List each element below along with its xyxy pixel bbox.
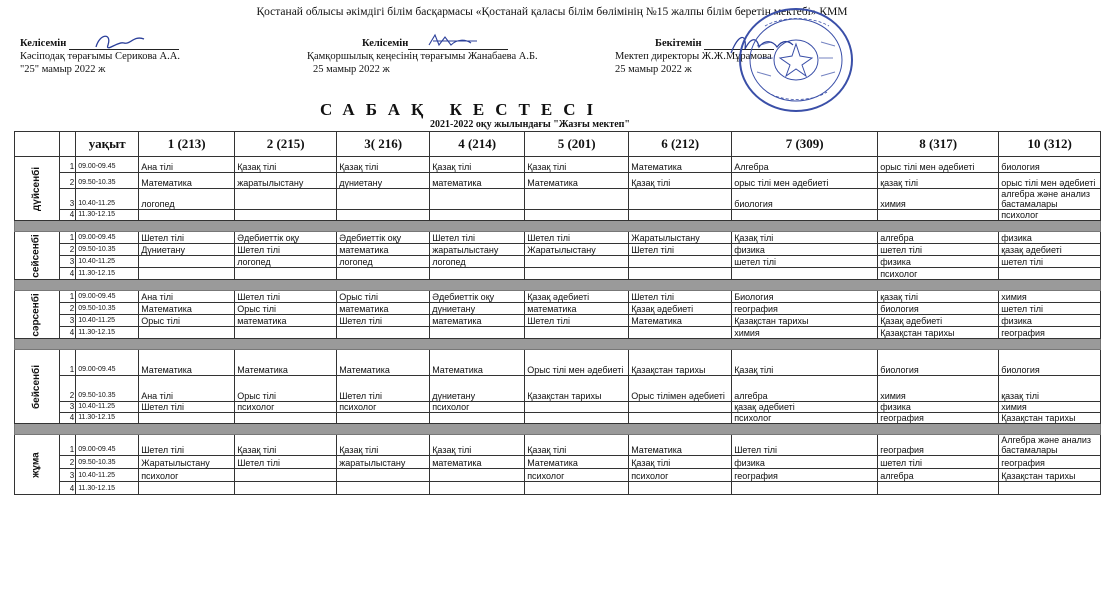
subject-cell: физика — [999, 232, 1101, 244]
subject-cell — [139, 210, 235, 221]
lesson-number: 4 — [60, 413, 76, 424]
subject-cell: дүниетану — [337, 173, 430, 189]
subject-cell: Математика — [525, 173, 629, 189]
subject-cell — [139, 256, 235, 268]
subject-cell: психолог — [337, 402, 430, 413]
day-cell — [15, 291, 60, 339]
schedule-table — [14, 131, 1101, 495]
approval-name: Мектеп директоры Ж.Ж.Мұрамова — [615, 51, 772, 62]
subject-cell: Қазақстан тарихы — [732, 315, 878, 327]
subject-cell: алгебра — [732, 376, 878, 402]
table-row — [15, 469, 1101, 482]
subject-cell — [629, 268, 732, 280]
subject-cell — [139, 327, 235, 339]
lesson-number: 2 — [60, 173, 76, 189]
table-row — [15, 435, 1101, 456]
subject-cell: қазақ әдебиеті — [999, 244, 1101, 256]
subject-cell: география — [732, 303, 878, 315]
subject-cell: психолог — [235, 402, 337, 413]
subject-cell: шетел тілі — [878, 456, 999, 469]
subject-cell — [235, 210, 337, 221]
subject-cell: Математика — [629, 157, 732, 173]
subject-cell: математика — [337, 303, 430, 315]
subject-cell: қазақ тілі — [878, 173, 999, 189]
day-separator — [15, 339, 1101, 350]
subject-cell: Математика — [139, 350, 235, 376]
subject-cell: физика — [732, 244, 878, 256]
lesson-number: 3 — [60, 189, 76, 210]
subject-cell — [139, 482, 235, 495]
subject-cell: Шетел тілі — [235, 244, 337, 256]
day-cell — [15, 157, 60, 221]
lesson-time: 11.30-12.15 — [76, 413, 139, 424]
lesson-number: 1 — [60, 232, 76, 244]
subject-cell: Шетел тілі — [732, 435, 878, 456]
subject-cell — [525, 402, 629, 413]
table-row — [15, 268, 1101, 280]
subject-cell: Шетел тілі — [139, 232, 235, 244]
subject-cell: Қазақ тілі — [430, 157, 525, 173]
subject-cell — [629, 189, 732, 210]
subject-cell: биология — [878, 303, 999, 315]
page-subtitle: 2021-2022 оқу жылындағы "Жазғы мектеп" — [430, 119, 630, 130]
subject-cell: Қазақ тілі — [235, 157, 337, 173]
lesson-time: 09.50-10.35 — [76, 173, 139, 189]
approval-union — [20, 37, 180, 76]
subject-cell: Математика — [139, 303, 235, 315]
lesson-time: 11.30-12.15 — [76, 210, 139, 221]
lesson-number: 1 — [60, 435, 76, 456]
lesson-time: 09.00-09.45 — [76, 291, 139, 303]
subject-cell — [430, 482, 525, 495]
day-label: бейсенбі — [31, 364, 43, 410]
subject-cell — [337, 469, 430, 482]
lesson-time: 09.00-09.45 — [76, 350, 139, 376]
subject-cell: Жаратылыстану — [525, 244, 629, 256]
subject-cell: физика — [732, 456, 878, 469]
lesson-time: 10.40-11.25 — [76, 315, 139, 327]
subject-cell: химия — [999, 402, 1101, 413]
subject-cell: шетел тілі — [999, 256, 1101, 268]
lesson-time: 10.40-11.25 — [76, 256, 139, 268]
lesson-number: 1 — [60, 350, 76, 376]
subject-cell: математика — [430, 456, 525, 469]
lesson-number: 4 — [60, 268, 76, 280]
subject-cell — [629, 256, 732, 268]
subject-cell — [999, 268, 1101, 280]
table-row — [15, 456, 1101, 469]
subject-cell — [337, 482, 430, 495]
lesson-time: 11.30-12.15 — [76, 268, 139, 280]
signature-1 — [90, 31, 150, 55]
subject-cell — [525, 413, 629, 424]
subject-cell: Шетел тілі — [139, 402, 235, 413]
lesson-number: 2 — [60, 376, 76, 402]
subject-cell: орыс тілі мен әдебиеті — [999, 173, 1101, 189]
subject-cell: психолог — [878, 268, 999, 280]
subject-cell: Математика — [525, 456, 629, 469]
table-row — [15, 210, 1101, 221]
subject-cell: Қазақ тілі — [337, 157, 430, 173]
approvals-block — [0, 37, 1104, 87]
table-row — [15, 315, 1101, 327]
lesson-time: 10.40-11.25 — [76, 469, 139, 482]
subject-cell: география — [999, 456, 1101, 469]
subject-cell: Қазақ тілі — [629, 456, 732, 469]
subject-cell: география — [999, 327, 1101, 339]
day-label: сәрсенбі — [31, 293, 43, 337]
subject-cell — [139, 413, 235, 424]
column-header: 2 (215) — [235, 132, 337, 157]
subject-cell: Математика — [235, 350, 337, 376]
subject-cell: Математика — [139, 173, 235, 189]
subject-cell: Ана тілі — [139, 376, 235, 402]
approval-date: 25 мамыр 2022 ж — [615, 64, 692, 75]
day-separator — [15, 280, 1101, 291]
subject-cell — [732, 268, 878, 280]
lesson-number: 2 — [60, 244, 76, 256]
approval-label: Келісемін — [362, 38, 409, 49]
subject-cell: химия — [999, 291, 1101, 303]
subject-cell: химия — [878, 376, 999, 402]
subject-cell: логопед — [139, 189, 235, 210]
subject-cell: математика — [430, 315, 525, 327]
subject-cell: Ана тілі — [139, 291, 235, 303]
subject-cell: география — [878, 413, 999, 424]
subject-cell: химия — [878, 189, 999, 210]
subject-cell: Әдебиеттік оқу — [337, 232, 430, 244]
subject-cell — [235, 189, 337, 210]
subject-cell: Орыс тілі — [235, 376, 337, 402]
subject-cell: Қазақ тілі — [732, 232, 878, 244]
subject-cell — [430, 189, 525, 210]
lesson-number: 4 — [60, 327, 76, 339]
table-header-row — [15, 132, 1101, 157]
subject-cell: Шетел тілі — [337, 376, 430, 402]
lesson-time: 09.00-09.45 — [76, 232, 139, 244]
subject-cell: Әдебиеттік оқу — [235, 232, 337, 244]
subject-cell — [235, 268, 337, 280]
subject-cell — [629, 482, 732, 495]
subject-cell: Қазақ тілі — [629, 173, 732, 189]
subject-cell: математика — [337, 244, 430, 256]
subject-cell: Шетел тілі — [235, 456, 337, 469]
subject-cell — [525, 256, 629, 268]
subject-cell — [878, 210, 999, 221]
table-row — [15, 327, 1101, 339]
subject-cell: логопед — [235, 256, 337, 268]
lesson-time: 10.40-11.25 — [76, 402, 139, 413]
approval-label: Келісемін — [20, 38, 67, 49]
subject-cell: Қазақстан тарихы — [999, 413, 1101, 424]
subject-cell: Шетел тілі — [525, 315, 629, 327]
subject-cell: Қазақстан тарихы — [999, 469, 1101, 482]
subject-cell: қазақ тілі — [999, 376, 1101, 402]
subject-cell: дүниетану — [430, 376, 525, 402]
day-cell — [15, 435, 60, 495]
column-header: 1 (213) — [139, 132, 235, 157]
day-separator — [15, 221, 1101, 232]
subject-cell — [629, 210, 732, 221]
subject-cell — [629, 327, 732, 339]
subject-cell: Шетел тілі — [525, 232, 629, 244]
subject-cell: Математика — [629, 315, 732, 327]
subject-cell: Дүниетану — [139, 244, 235, 256]
table-row — [15, 173, 1101, 189]
subject-cell: Қазақстан тарихы — [629, 350, 732, 376]
subject-cell — [629, 413, 732, 424]
column-header: 6 (212) — [629, 132, 732, 157]
subject-cell: қазақ әдебиеті — [732, 402, 878, 413]
subject-cell — [430, 469, 525, 482]
subject-cell — [525, 482, 629, 495]
subject-cell: Әдебиеттік оқу — [430, 291, 525, 303]
subject-cell: Математика — [629, 435, 732, 456]
lesson-number: 3 — [60, 256, 76, 268]
table-row — [15, 232, 1101, 244]
subject-cell: Қазақ әдебиеті — [525, 291, 629, 303]
subject-cell — [878, 482, 999, 495]
lesson-number: 3 — [60, 469, 76, 482]
approval-date: "25" мамыр 2022 ж — [20, 64, 106, 75]
subject-cell: алгебра — [878, 232, 999, 244]
column-header: 7 (309) — [732, 132, 878, 157]
lesson-time: 09.50-10.35 — [76, 376, 139, 402]
subject-cell: биология — [999, 157, 1101, 173]
lesson-time: 10.40-11.25 — [76, 189, 139, 210]
subject-cell: Қазақ әдебиеті — [878, 315, 999, 327]
subject-cell: Орыс тілі — [235, 303, 337, 315]
subject-cell: Шетел тілі — [629, 291, 732, 303]
column-header: 10 (312) — [999, 132, 1101, 157]
lesson-number: 1 — [60, 157, 76, 173]
page-title: САБАҚ КЕСТЕСІ — [320, 100, 605, 119]
subject-cell: Жаратылыстану — [139, 456, 235, 469]
subject-cell: Шетел тілі — [139, 435, 235, 456]
subject-cell: Орыс тілі — [139, 315, 235, 327]
subject-cell: логопед — [430, 256, 525, 268]
subject-cell: Қазақ тілі — [525, 435, 629, 456]
subject-cell: Шетел тілі — [337, 315, 430, 327]
lesson-time: 09.50-10.35 — [76, 456, 139, 469]
subject-cell — [235, 482, 337, 495]
subject-cell: психолог — [732, 413, 878, 424]
subject-cell — [337, 413, 430, 424]
subject-cell: психолог — [629, 469, 732, 482]
lesson-time: 09.00-09.45 — [76, 157, 139, 173]
official-stamp — [737, 6, 855, 114]
subject-cell: қазақ тілі — [878, 291, 999, 303]
subject-cell — [525, 327, 629, 339]
subject-cell: Шетел тілі — [430, 232, 525, 244]
subject-cell: Алгебра және анализ бастамалары — [999, 435, 1101, 456]
subject-cell: Қазақ тілі — [235, 435, 337, 456]
day-label: жұма — [31, 452, 43, 478]
subject-cell: Қазақстан тарихы — [878, 327, 999, 339]
subject-cell: Қазақ тілі — [430, 435, 525, 456]
subject-cell: Қазақ тілі — [732, 350, 878, 376]
subject-cell: биология — [732, 189, 878, 210]
day-cell — [15, 232, 60, 280]
subject-cell: Шетел тілі — [629, 244, 732, 256]
subject-cell: Орыс тілі — [337, 291, 430, 303]
subject-cell: психолог — [525, 469, 629, 482]
lesson-number: 2 — [60, 303, 76, 315]
subject-cell — [525, 210, 629, 221]
table-row — [15, 256, 1101, 268]
lesson-time: 11.30-12.15 — [76, 482, 139, 495]
subject-cell — [629, 402, 732, 413]
subject-cell: шетел тілі — [732, 256, 878, 268]
subject-cell — [430, 327, 525, 339]
subject-cell — [235, 469, 337, 482]
lesson-time: 09.50-10.35 — [76, 303, 139, 315]
lesson-number: 2 — [60, 456, 76, 469]
subject-cell: география — [878, 435, 999, 456]
subject-cell — [337, 268, 430, 280]
table-row — [15, 350, 1101, 376]
subject-cell: Жаратылыстану — [629, 232, 732, 244]
subject-cell: шетел тілі — [999, 303, 1101, 315]
subject-cell: биология — [999, 350, 1101, 376]
subject-cell — [525, 268, 629, 280]
lesson-time: 09.00-09.45 — [76, 435, 139, 456]
table-row — [15, 244, 1101, 256]
subject-cell: биология — [878, 350, 999, 376]
subject-cell: шетел тілі — [878, 244, 999, 256]
table-row — [15, 157, 1101, 173]
subject-cell: физика — [999, 315, 1101, 327]
subject-cell — [430, 268, 525, 280]
subject-cell: психолог — [999, 210, 1101, 221]
subject-cell — [337, 189, 430, 210]
table-row — [15, 482, 1101, 495]
subject-cell — [235, 413, 337, 424]
subject-cell — [525, 189, 629, 210]
lesson-number: 1 — [60, 291, 76, 303]
subject-cell: химия — [732, 327, 878, 339]
subject-cell: математика — [430, 173, 525, 189]
approval-name: Кәсіподақ төрағымы Серикова А.А. — [20, 51, 180, 62]
subject-cell: Ана тілі — [139, 157, 235, 173]
subject-cell — [430, 413, 525, 424]
subject-cell: алгебра және анализ бастамалары — [999, 189, 1101, 210]
column-header: 5 (201) — [525, 132, 629, 157]
subject-cell: физика — [878, 402, 999, 413]
subject-cell: орыс тілі мен әдебиеті — [878, 157, 999, 173]
column-header: 8 (317) — [878, 132, 999, 157]
day-label: сейсенбі — [31, 234, 43, 278]
subject-cell: логопед — [337, 256, 430, 268]
approval-label: Бекітемін — [655, 38, 702, 49]
day-label: дүйсенбі — [31, 166, 43, 212]
subject-cell: Биология — [732, 291, 878, 303]
table-row — [15, 189, 1101, 210]
subject-cell — [999, 482, 1101, 495]
lesson-time: 09.50-10.35 — [76, 244, 139, 256]
subject-cell: Орыс тілімен әдебиеті — [629, 376, 732, 402]
lesson-number: 3 — [60, 402, 76, 413]
subject-cell: Алгебра — [732, 157, 878, 173]
subject-cell: география — [732, 469, 878, 482]
day-cell — [15, 350, 60, 424]
table-row — [15, 402, 1101, 413]
table-row — [15, 413, 1101, 424]
approval-date: 25 мамыр 2022 ж — [313, 64, 390, 75]
approval-council — [307, 37, 538, 76]
org-header: Қостанай облысы әкімдігі білім басқармасы «Қостанай қаласы білім бөлімінің №15 жалпы білім беретін мектебі» КММ — [256, 6, 848, 18]
approval-name: Қамқоршылық кеңесінің төрағымы Жанабаева А.Б. — [307, 51, 538, 62]
column-header: 3( 216) — [337, 132, 430, 157]
subject-cell: жаратылыстану — [235, 173, 337, 189]
subject-cell — [430, 210, 525, 221]
lesson-time: 11.30-12.15 — [76, 327, 139, 339]
subject-cell: физика — [878, 256, 999, 268]
subject-cell: Шетел тілі — [235, 291, 337, 303]
signature-2 — [425, 31, 485, 53]
column-header: 4 (214) — [430, 132, 525, 157]
subject-cell: жаратылыстану — [430, 244, 525, 256]
subject-cell: орыс тілі мен әдебиеті — [732, 173, 878, 189]
subject-cell: Қазақ әдебиеті — [629, 303, 732, 315]
subject-cell: Орыс тілі мен әдебиеті — [525, 350, 629, 376]
table-row — [15, 291, 1101, 303]
subject-cell — [732, 210, 878, 221]
table-row — [15, 303, 1101, 315]
table-row — [15, 376, 1101, 402]
lesson-number: 4 — [60, 210, 76, 221]
subject-cell: психолог — [430, 402, 525, 413]
subject-cell — [235, 327, 337, 339]
subject-cell: математика — [525, 303, 629, 315]
subject-cell: психолог — [139, 469, 235, 482]
subject-cell: Қазақ тілі — [337, 435, 430, 456]
subject-cell: алгебра — [878, 469, 999, 482]
subject-cell: дүниетану — [430, 303, 525, 315]
subject-cell: жаратылыстану — [337, 456, 430, 469]
subject-cell — [337, 210, 430, 221]
subject-cell: Қазақ тілі — [525, 157, 629, 173]
subject-cell: Математика — [430, 350, 525, 376]
day-separator — [15, 424, 1101, 435]
lesson-number: 3 — [60, 315, 76, 327]
subject-cell: математика — [235, 315, 337, 327]
lesson-number: 4 — [60, 482, 76, 495]
column-header: уақыт — [76, 132, 139, 157]
subject-cell — [732, 482, 878, 495]
subject-cell — [139, 268, 235, 280]
subject-cell — [337, 327, 430, 339]
subject-cell: Қазақстан тарихы — [525, 376, 629, 402]
subject-cell: Математика — [337, 350, 430, 376]
